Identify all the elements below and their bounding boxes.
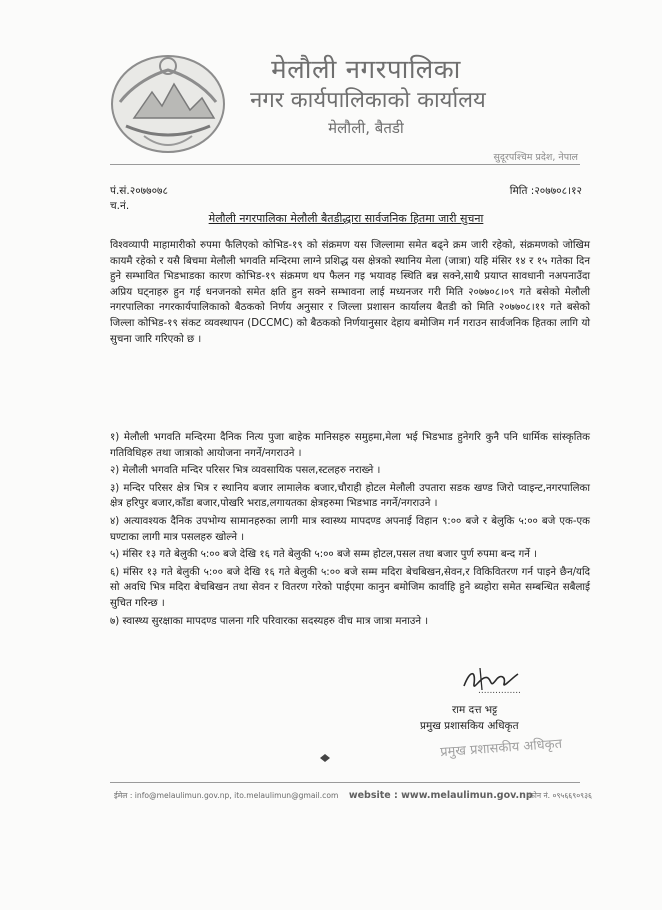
chalan-number: च.नं. xyxy=(110,200,130,212)
signer-title: प्रमुख प्रशासकिय अधिकृत xyxy=(420,720,519,732)
org-name: मेलौली नगरपालिका xyxy=(271,55,461,85)
footer-divider xyxy=(110,782,580,783)
header-divider xyxy=(110,164,580,165)
body-section xyxy=(110,238,590,361)
signature-block xyxy=(420,662,570,772)
office-place: मेलौली, बैतडी xyxy=(328,119,404,137)
footer xyxy=(114,790,592,801)
office-name: नगर कार्यपालिकाको कार्यालय xyxy=(250,88,486,113)
letter-date: मिति :२०७७०८।१२ xyxy=(509,185,582,197)
point-item: ३) मन्दिर परिसर क्षेत्र भित्र र स्थानिय बजार लामालेक बजार,चौराही होटल मेलौली उपतारा सडक खण्ड जिरो प्वाइन्ट,नगरपालिका क्षेत्र हरिपुर बजार,काँडा बजार,पोखरि भराड,लगायतका क्षेत्रहरुमा भिडभाड नगर्ने/नगराउने । xyxy=(110,482,590,510)
point-item: ४) अत्यावश्यक दैनिक उपभोग्य सामानहरुका लागी मात्र स्वास्थ्य मापदण्ड अपनाई विहान ९:०० बजे र बेलुकि ५:०० बजे एक-एक घण्टाका लागी मात्र पसलहरु खोल्ने । xyxy=(110,515,590,543)
point-item: १) मेलौली भगवति मन्दिरमा दैनिक नित्य पुजा बाहेक मानिसहरु समुहमा,मेला भई भिडभाड हुनेगरि कुनै पनि धार्मिक सांस्कृतिक गतिविधिहरु तथा जात्राको आयोजना नगर्ने/नगराउने । xyxy=(110,432,590,459)
body-paragraph: विश्वव्यापी माहामारीको रुपमा फैलिएको कोभिड-१९ को संक्रमण यस जिल्लामा समेत बढ्ने क्रम जारी रहेको, संक्रमणको जोखिम कायमै रहेको र यसै बिचमा मेलौली भगवति मन्दिरमा लाग्ने प्रशिद्ध यस क्षेत्रको स्थानिय मेला (जात्रा) यहि मंसिर १४ र १५ गतेका दिन हुने सम्भावित भिडभाडका कारण कोभिड-१९ संक्रमण थप फैलन गइ भयावह स्थिति बन्न सक्ने,साथै प्रयाप्त सावधानी नअपनाउँदा अप्रिय घट्नाहरु हुन गई धनजनको समेत क्षति हुन सक्ने सम्भावना लाई मध्यनजर गरी मिति २०७७०८।०९ गते बसेको मेलौली नगरपालिका नगरकार्यपालिकाको बैठकको निर्णय अनुसार र जिल्ला प्रशासन कार्यालय बैतडी को मिति २०७७०८।११ गते बसेको जिल्ला कोभिड-१९ संकट व्यवस्थापन (DCCMC) को बैठकको निर्णयानुसार देहाय बमोजिम गर्न गराउन सार्वजनिक हितका लागि यो सुचना जारि गरिएको छ । xyxy=(110,240,590,345)
footer-phone: फोन नं. ०९५६६९०९३६ xyxy=(529,791,592,800)
subject-line: मेलौली नगरपालिका मेलौली बैतडीद्धारा सार्वजनिक हितमा जारी सुचना xyxy=(208,212,484,225)
reference-number: पं.सं.२०७७०७८ xyxy=(110,185,168,197)
official-stamp: प्रमुख प्रशासकीय अधिकृत xyxy=(439,736,563,761)
government-emblem-icon xyxy=(104,44,232,160)
point-item: ६) मंसिर १३ गते बेलुकी ५:०० बजे देखि १६ गते बेलुकी ५:०० बजे सम्म मदिरा बेचबिखन,सेवन,र विकिवितरण गर्न पाइने छैन/यदि सो अवधि भित्र मदिरा बेचबिखन तथा सेवन र वितरण गरेको पाईएमा कानुन बमोजिम कार्वाहि हुने ब्यहोरा समेत सम्बन्धित सबैलाई सुचित गरिन्छ । xyxy=(110,566,590,609)
footer-website: website : www.melaulimun.gov.np xyxy=(348,790,533,801)
province-text: सुदूरपश्चिम प्रदेश, नेपाल xyxy=(493,152,578,163)
point-item: २) मेलौली भगवति मन्दिर परिसर भित्र व्यवसायिक पसल,स्टलहरु नराख्ने । xyxy=(110,465,381,477)
footer-email: ईमेल : info@melaulimun.gov.np, ito.melaulimun@gmail.com xyxy=(114,791,339,800)
point-item: ७) स्वास्थ्य सुरक्षाका मापदण्ड पालना गरि परिवारका सदस्यहरु वीच मात्र जात्रा मनाउने । xyxy=(110,615,429,627)
ink-mark-icon xyxy=(318,752,332,767)
signature-dots: ............... xyxy=(478,686,521,696)
points-list xyxy=(110,430,590,631)
signer-name: राम दत्त भट्ट xyxy=(452,704,498,716)
point-item: ५) मंसिर १३ गते बेलुकी ५:०० बजे देखि १६ गते बेलुकी ५:०० बजे सम्म होटल,पसल तथा बजार पुर्ण रुपमा बन्द गर्ने । xyxy=(110,549,537,561)
